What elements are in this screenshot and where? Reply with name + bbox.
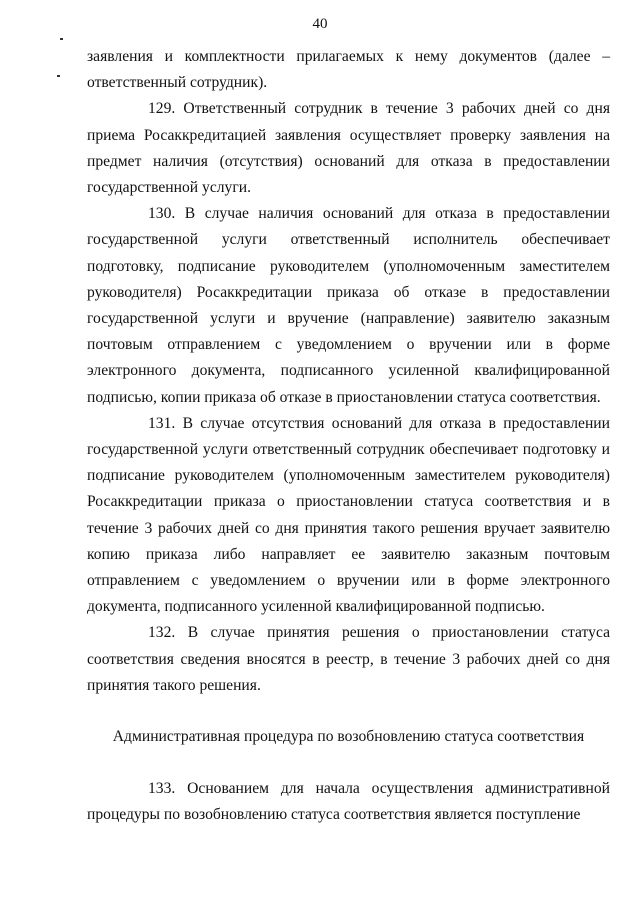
paragraph-continued: заявления и комплектности прилагаемых к нему документов (далее – ответственный сотрудник).	[87, 48, 610, 92]
paragraph-131: 131. В случае отсутствия оснований для отказа в предоставлении государственной услуги ответственный сотрудник обеспечивает подготовку и подписание руководителем (уполномоченным заместителем руководителя) Росаккредитации приказа о приостановлении статуса соответствия и в течение 3 рабочих дней со дня принятия такого решения вручает заявителю копию приказа либо направляет ее заявителю заказным почтовым отправлением с уведомлением о вручении или в форме электронного документа, подписанного усиленной квалифицированной подписью.	[87, 414, 610, 616]
page-number: 40	[312, 16, 328, 32]
paragraph-130: 130. В случае наличия оснований для отказа в предоставлении государственной услуги ответственный исполнитель обеспечивает подготовку, подписание руководителем (уполномоченным заместителем руководителя) Росаккредитации приказа об отказе в предоставлении государственной услуги и вручение (направление) заявителю заказным почтовым отправлением с уведомлением о вручении или в форме электронного документа, подписанного усиленной квалифицированной подписью, копии приказа об отказе в приостановлении статуса соответствия.	[87, 205, 610, 406]
paragraph-132: 132. В случае принятия решения о приостановлении статуса соответствия сведения вносятся в реестр, в течение 3 рабочих дней со дня принятия такого решения.	[87, 624, 610, 694]
section-heading: Административная процедура по возобновлению статуса соответствия	[112, 728, 585, 746]
paragraph-133: 133. Основанием для начала осуществления административной процедуры по возобновлению статуса соответствия является поступление	[87, 780, 610, 824]
scan-speck	[57, 75, 60, 77]
scan-speck	[60, 38, 63, 40]
paragraph-129: 129. Ответственный сотрудник в течение 3 рабочих дней со дня приема Росаккредитацией заявления осуществляет проверку заявления на предмет наличия (отсутствия) оснований для отказа в предоставлении государственной услуги.	[87, 100, 610, 197]
document-body	[87, 44, 610, 829]
